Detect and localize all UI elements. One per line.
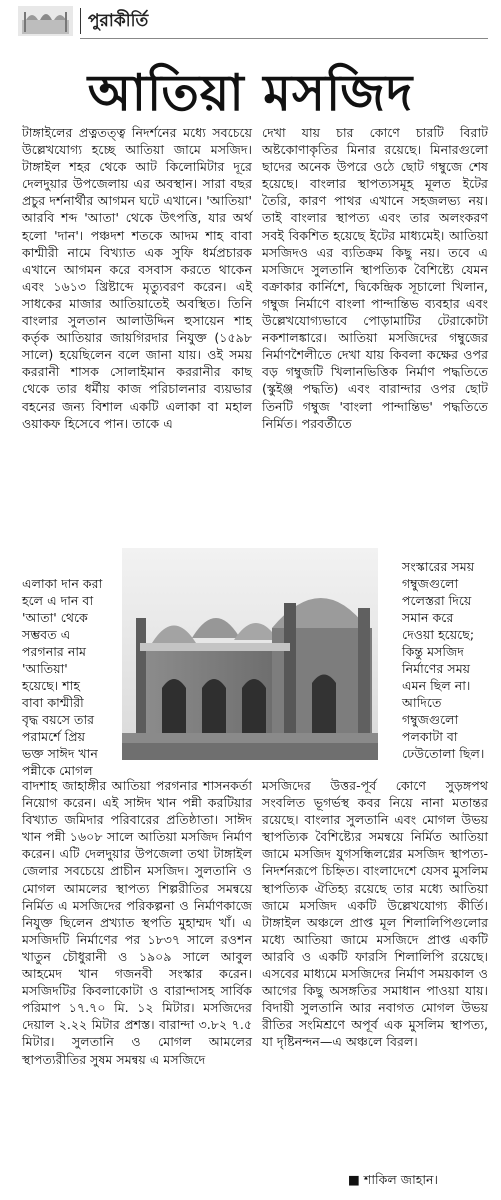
header-divider <box>80 8 81 34</box>
wrap-line: সম্ভবত এ <box>22 627 71 642</box>
wrap-line: ঢেউতোলা ছিল। <box>402 746 485 761</box>
article-title: আতিয়া মসজিদ <box>87 64 414 122</box>
wrap-line: 'আতিয়া' <box>22 661 68 676</box>
article-col2-bottom <box>262 777 488 1051</box>
wrap-line: আদিতে <box>402 695 442 710</box>
paragraph: মসজিদের উত্তর-পূর্ব কোণে সুড়ঙ্গপথ সংবলিত ভূগর্ভস্থ কবর নিয়ে নানা মতান্তর রয়েছে। বাংলার সুলতানি এবং মোগল উভয় স্থাপত্যিক বৈশিষ্ট্যের সমন্বয়ে নির্মিত আতিয়া জামে মসজিদ যুগসন্ধিলগ্নের মসজিদ স্থাপত্য-নিদর্শনরূপে চিহ্নিত। বাংলাদেশে যেসব মুসলিম স্থাপত্যিক ঐতিহ্য রয়েছে তার মধ্যে আতিয়া জামে মসজিদ একটি উল্লেখযোগ্য কীর্তি। টাঙ্গাইল অঞ্চলে প্রাপ্ত মূল শিলালিপিগুলোর মধ্যে আতিয়া জামে মসজিদে প্রাপ্ত একটি আরবি ও একটি ফারসি শিলালিপি রয়েছে। এসবের মাধ্যমে মসজিদের নির্মাণ সময়কাল ও আগের কিছু অসঙ্গতির সমাধান পাওয়া যায়। বিদায়ী সুলতানি আর নবাগত মোগল উভয় রীতির সংমিশ্রণে অপূর্ব এক মুসলিম স্থাপত্য, যা দৃষ্টিনন্দন—এ অঞ্চলে বিরল। <box>262 778 488 1050</box>
wrap-line: পরামর্শে প্রিয় <box>22 729 86 744</box>
mosque-domes-icon <box>18 6 73 36</box>
wrap-line: বৃদ্ধ বয়সে তার <box>22 712 95 727</box>
wrap-line: হয়েছে। শাহ <box>22 678 81 693</box>
section-label: পুরাকীর্তি <box>88 11 149 31</box>
wrap-line: নির্মাণের সময় <box>402 661 471 676</box>
header-rule <box>80 38 488 39</box>
paragraph: দেখা যায় চার কোণে চারটি বিরাট অষ্টকোণাকৃতির মিনার রয়েছে। মিনারগুলো ছাদের অনেক উপরে ওঠে ছোট গম্বুজে শেষ হয়েছে। বাংলার স্থাপত্যসমূহ মূলত ইটের তৈরি, কারণ পাথর এখানে সহজলভ্য নয়। তাই বাংলার স্থাপত্য এবং তার অলংকরণ সবই বিকশিত হয়েছে ইটের মাধ্যমেই। আতিয়া মসজিদও এর ব্যতিক্রম কিছু নয়। তবে এ মসজিদে সুলতানি স্থাপত্যিক বৈশিষ্ট্যে যেমন বক্রাকার কার্নিশে, দ্বিকেন্দ্রিক সূচালো খিলান, গম্বুজ নির্মাণে বাংলা পান্দান্তিভ ব্যবহার এবং উল্লেখযোগ্যভাবে পোড়ামাটির টেরাকোটা নকশালঙ্কারে। আতিয়া মসজিদের গম্বুজের নির্মাণশৈলীতে দেখা যায় কিবলা কক্ষের ওপর বড় গম্বুজটি খিলানভিত্তিক নির্মাণ পদ্ধতিতে (স্কুইঞ্জ পদ্ধতি) এবং বারান্দার ওপর ছোট তিনটি গম্বুজ 'বাংলা পান্দান্তিভ' পদ্ধতিতে নির্মিত। পরবর্তীতে <box>262 125 488 431</box>
wrap-line: পন্নীকে মোগল <box>22 763 93 778</box>
wrap-line: বাবা কাশ্মীরী <box>22 695 84 710</box>
paragraph: টাঙ্গাইলের প্রত্নতত্ত্ব নিদর্শনের মধ্যে সবচেয়ে উল্লেখযোগ্য হচ্ছে আতিয়া জামে মসজিদ। টাঙ্গাইল শহর থেকে আট কিলোমিটার দূরে দেলদুয়ার উপজেলায় এর অবস্থান। সারা বছর প্রচুর দর্শনার্থীর আগমন ঘটে এখানে। 'আতিয়া' আরবি শব্দ 'আতা' থেকে উৎপত্তি, যার অর্থ হলো 'দান'। পঞ্চদশ শতকে আদম শাহ বাবা কাশ্মীরী নামে বিখ্যাত এক সুফি ধর্মপ্রচারক এখানে আগমন করে বসবাস করতে থাকেন এবং ১৬১৩ খ্রিষ্টাব্দে মৃত্যুবরণ করেন। এই সাধকের মাজার আতিয়াতেই অবস্থিত। তিনি বাংলার সুলতান আলাউদ্দিন হুসায়েন শাহ কর্তৃক আতিয়ার জায়গিরদার নিযুক্ত (১৫৯৮ সালে) হয়েছিলেন বলে জানা যায়। ওই সময় কররানী শাসক সোলাইমান কররানীর কাছ থেকে তার ধর্মীয় কাজ পরিচালনার ব্যয়ভার বহনের জন্য বিশাল একটি এলাকা বা মহাল ওয়াকফ হিসেবে পান। তাকে এ <box>22 125 252 431</box>
wrap-line: ভক্ত সাঈদ খান <box>22 746 98 761</box>
wrap-line: গম্বুজগুলো <box>402 576 459 591</box>
wrap-line: সমান করে <box>402 610 454 625</box>
wrap-line: কিন্তু মসজিদ <box>402 644 464 659</box>
byline: ■ শাকিল জাহান। <box>348 1172 439 1187</box>
wrap-line: পরগনার নাম <box>22 644 86 659</box>
wrap-line: গম্বুজগুলো <box>402 712 459 727</box>
wrap-line: এলাকা দান করা <box>22 576 103 591</box>
article-col1-bottom <box>22 777 252 1068</box>
wrap-line: 'আতা' থেকে <box>22 610 88 625</box>
mosque-photo <box>122 548 378 760</box>
wrap-line: এমন ছিল না। <box>402 678 471 693</box>
article-col1-top <box>22 124 252 432</box>
wrap-line: পলেস্তরা দিয়ে <box>402 593 472 608</box>
wrap-line: দেওয়া হয়েছে; <box>402 627 475 642</box>
paragraph: বাদশাহ জাহাঙ্গীর আতিয়া পরগনার শাসনকর্তা নিয়োগ করেন। এই সাঈদ খান পন্নী করটিয়ার বিখ্যাত জমিদার পরিবারের প্রতিষ্ঠাতা। সাঈদ খান পন্নী ১৬০৮ সালে আতিয়া মসজিদ নির্মাণ করেন। এটি দেলদুয়ার উপজেলা তথা টাঙ্গাইল জেলার সবচেয়ে প্রাচীন মসজিদ। সুলতানি ও মোগল আমলের স্থাপত্য শিল্পরীতির সমন্বয়ে নির্মিত এ মসজিদের পরিকল্পনা ও নির্মাণকাজে নিযুক্ত ছিলেন প্রখ্যাত স্থপতি মুহাম্মদ খাঁ। এ মসজিদটি নির্মাণের পর ১৮৩৭ সালে রওশন খাতুন চৌধুরানী ও ১৯০৯ সালে আবুল আহমেদ খান গজনবী সংস্কার করেন। মসজিদটির কিবলাকোটা ও বারান্দাসহ সার্বিক পরিমাপ ১৭.৭০ মি. ১২ মিটার। মসজিদের দেয়াল ২.২২ মিটার প্রশস্ত। বারান্দা ৩.৮২ ৭.৫ মিটার। সুলতানি ও মোগল আমলের স্থাপত্যরীতির সুষম সমন্বয় এ মসজিদে <box>22 778 252 1067</box>
wrap-line: সংস্কারের সময় <box>402 559 475 574</box>
wrap-line: পলকাটা বা <box>402 729 458 744</box>
article-col2-top <box>262 124 488 432</box>
wrap-line: হলে এ দান বা <box>22 593 94 608</box>
section-header <box>0 0 501 40</box>
